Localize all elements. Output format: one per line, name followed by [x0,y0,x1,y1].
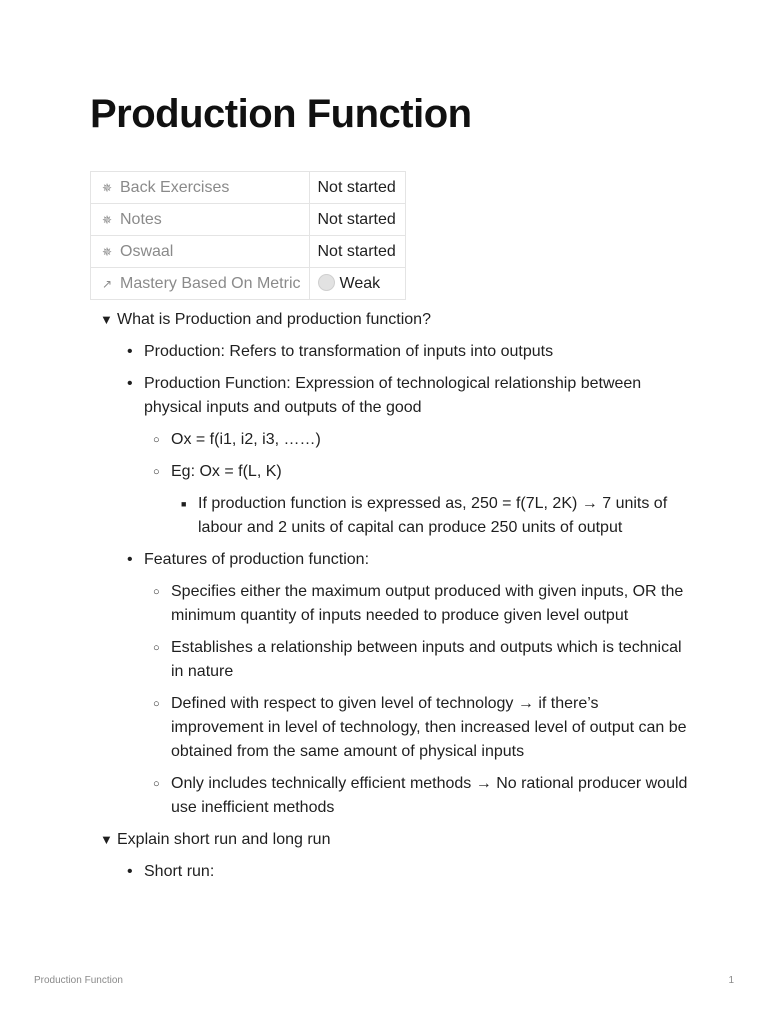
list-item: • Production: Refers to transformation of inputs into outputs [144,340,690,364]
list-item: ○ Ox = f(i1, i2, i3, ……) [171,428,690,452]
bullet-disc-icon: • [127,343,133,360]
loading-icon: ✵ [101,212,113,227]
list-item: ○ Specifies either the maximum output produced with given inputs, OR the minimum quantity of inputs needed to produce given level output [171,580,690,628]
toggle-label: Explain short run and long run [117,831,331,848]
list-item: ○ Establishes a relationship between inputs and outputs which is technical in nature [171,636,690,684]
bullet-circle-icon: ○ [153,434,160,446]
page-content [100,308,690,884]
bullet-circle-icon: ○ [153,466,160,478]
toggle-block [100,828,690,884]
triangle-down-icon[interactable]: ▼ [100,832,113,847]
list-item: • Short run: [144,860,690,884]
property-row-mastery[interactable] [91,268,406,300]
property-label: Back Exercises [120,178,230,196]
property-row-back-exercises[interactable] [91,172,406,204]
property-value[interactable]: Not started [309,204,405,236]
bullet-list [144,428,690,540]
property-value[interactable]: Not started [309,172,405,204]
list-item: • Features of production function: ○ Specifies either the maximum output produced with given inputs, OR the minimum quantity of inputs needed to produce given level output ○ Establishes a relationship between inputs and outputs which is technical in nature ○ Defined with respect to given level of technology → if there’s improvement in level of technology, then increased level of output can be obtained from the same amount of physical inputs ○ Only includes technically efficient methods → No rational producer would use inefficient methods [144,548,690,820]
triangle-down-icon[interactable]: ▼ [100,312,113,327]
property-row-notes[interactable] [91,204,406,236]
arrow-up-right-icon: ↗ [101,276,113,291]
footer-title: Production Function [34,975,123,986]
list-item: ○ Eg: Ox = f(L, K) ■ If production function is expressed as, 250 = f(7L, 2K) → 7 units of labour and 2 units of capital can produce 250 units of output [171,460,690,540]
bullet-list [100,860,690,884]
toggle-header[interactable] [100,828,690,852]
property-value[interactable]: Not started [309,236,405,268]
bullet-list [100,340,690,820]
list-item: ■ If production function is expressed as, 250 = f(7L, 2K) → 7 units of labour and 2 units of capital can produce 250 units of output [198,492,690,540]
toggle-header[interactable] [100,308,690,332]
status-dot-icon [318,274,335,291]
bullet-list [144,580,690,820]
property-label: Mastery Based On Metric [120,274,301,292]
list-item: • Production Function: Expression of technological relationship between physical inputs and outputs of the good ○ Ox = f(i1, i2, i3, ……) ○ Eg: Ox = f(L, K) ■ If production function is expressed as, 250 = f(7L, 2K) → 7 units of labour and 2 units of capital can produce 250 units of output [144,372,690,540]
bullet-disc-icon: • [127,375,133,392]
page-number: 1 [728,975,734,986]
loading-icon: ✵ [101,180,113,195]
toggle-block [100,308,690,820]
bullet-disc-icon: • [127,551,133,568]
list-item: ○ Defined with respect to given level of technology → if there’s improvement in level of technology, then increased level of output can be obtained from the same amount of physical inputs [171,692,690,764]
toggle-label: What is Production and production function? [117,311,431,328]
page-title: Production Function [90,92,472,136]
mastery-value: Weak [339,275,381,292]
bullet-circle-icon: ○ [153,778,160,790]
bullet-circle-icon: ○ [153,642,160,654]
bullet-circle-icon: ○ [153,698,160,710]
bullet-disc-icon: • [127,863,133,880]
property-label: Oswaal [120,242,174,260]
bullet-list [171,492,690,540]
list-item: ○ Only includes technically efficient methods → No rational producer would use inefficient methods [171,772,690,820]
properties-table [90,171,406,300]
property-row-oswaal[interactable] [91,236,406,268]
bullet-square-icon: ■ [181,499,187,509]
property-label: Notes [120,210,162,228]
bullet-circle-icon: ○ [153,586,160,598]
loading-icon: ✵ [101,244,113,259]
